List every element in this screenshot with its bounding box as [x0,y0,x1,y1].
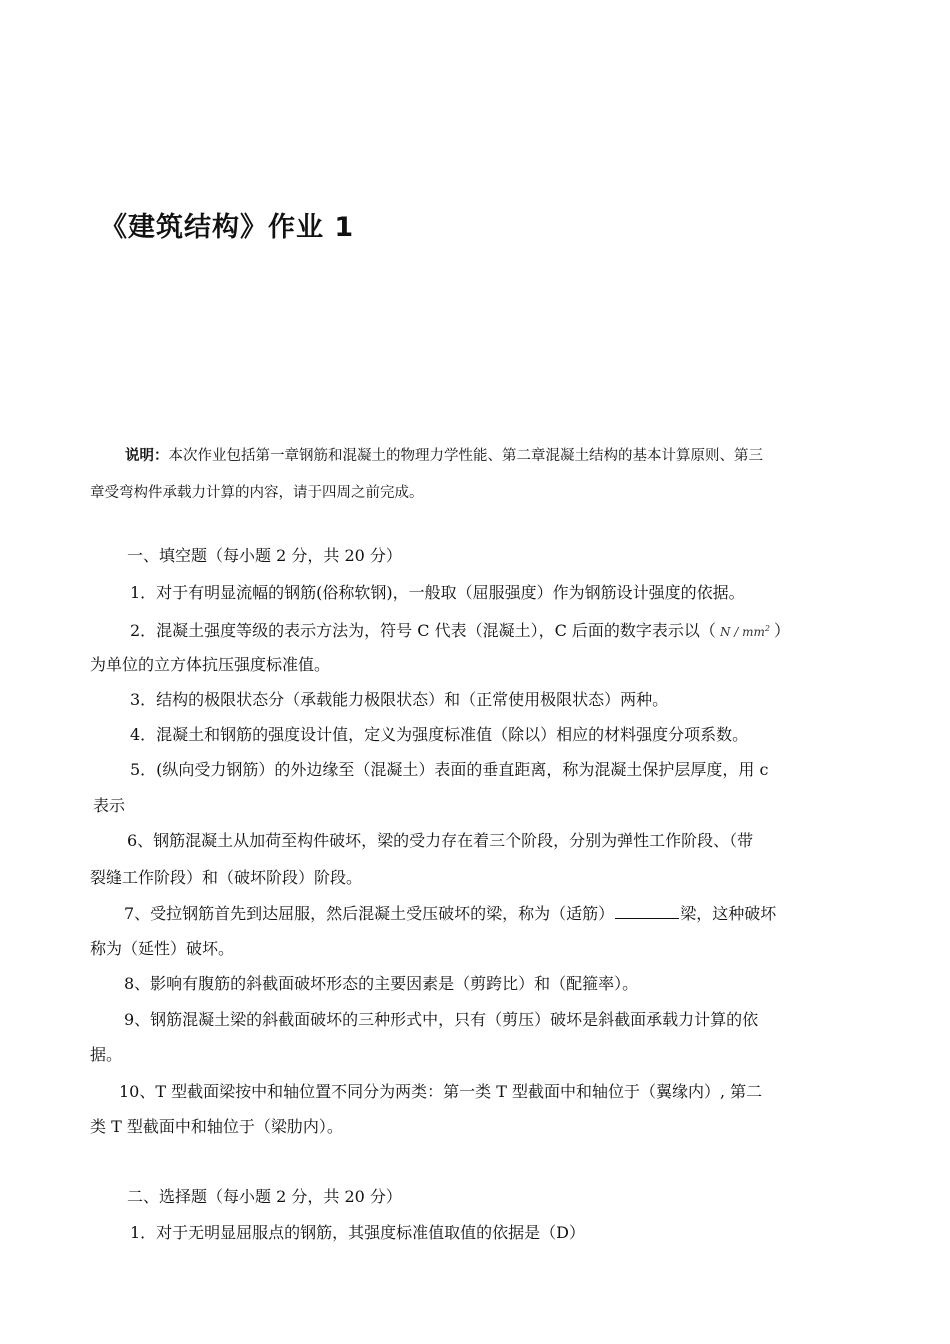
intro-text-1: 本次作业包括第一章钢筋和混凝土的物理力学性能、第二章混凝土结构的基本计算原则、第三 [168,448,763,464]
s1-q9-line1: 9、钢筋混凝土梁的斜截面破坏的三种形式中，只有（剪压）破坏是斜截面承载力计算的依 [124,1010,759,1029]
intro-line-1 [125,445,763,467]
s1-q2-line2: 为单位的立方体抗压强度标准值。 [90,655,331,674]
answer-blank [615,902,679,919]
s1-q2-text-a: 2．混凝土强度等级的表示方法为，符号 C 代表（混凝土），C 后面的数字表示以（ [130,621,716,640]
s1-q9-line2: 据。 [90,1045,123,1064]
s1-q7-line2: 称为（延性）破坏。 [90,939,235,958]
s1-q6-line1: 6、钢筋混凝土从加荷至构件破坏，梁的受力存在着三个阶段，分别为弹性工作阶段、（带 [127,831,754,850]
intro-line-2: 章受弯构件承载力计算的内容，请于四周之前完成。 [90,485,424,501]
unit-formula [716,625,774,639]
s1-q10-line1: 10、T 型截面梁按中和轴位置不同分为两类：第一类 T 型截面中和轴位于（翼缘内）, 第二 [119,1082,763,1101]
s1-q7-text-b: 梁，这种破坏 [680,904,777,923]
section1-heading: 一、填空题（每小题 2 分，共 20 分） [127,546,402,565]
s1-q6-line2: 裂缝工作阶段）和（破坏阶段）阶段。 [90,868,363,887]
s1-q4: 4．混凝土和钢筋的强度设计值，定义为强度标准值（除以）相应的材料强度分项系数。 [130,725,749,744]
s2-q1: 1．对于无明显屈服点的钢筋，其强度标准值取值的依据是（D） [130,1223,586,1242]
s1-q8: 8、影响有腹筋的斜截面破坏形态的主要因素是（剪跨比）和（配箍率）。 [124,974,639,993]
s1-q5-line1: 5．(纵向受力钢筋）的外边缘至（混凝土）表面的垂直距离，称为混凝土保护层厚度，用 c [130,760,769,779]
s1-q7-line1 [124,902,776,925]
document-title: 《建筑结构》作业 1 [100,212,355,243]
s1-q1: 1．对于有明显流幅的钢筋(俗称软钢)，一般取（屈服强度）作为钢筋设计强度的依据。 [130,583,745,602]
intro-label: 说明： [125,447,169,464]
unit-text: N / mm [719,625,765,639]
unit-exponent: 2 [764,624,770,633]
s1-q2-line1 [130,618,790,643]
s1-q5-line2: 表示 [93,796,126,815]
s1-q3: 3．结构的极限状态分（承载能力极限状态）和（正常使用极限状态）两种。 [130,690,669,709]
s1-q10-line2: 类 T 型截面中和轴位于（梁肋内）。 [90,1117,343,1136]
s1-q2-text-b: ） [773,621,790,640]
section2-heading: 二、选择题（每小题 2 分，共 20 分） [127,1187,402,1206]
s1-q7-text-a: 7、受拉钢筋首先到达屈服，然后混凝土受压破坏的梁，称为（适筋） [124,904,615,923]
